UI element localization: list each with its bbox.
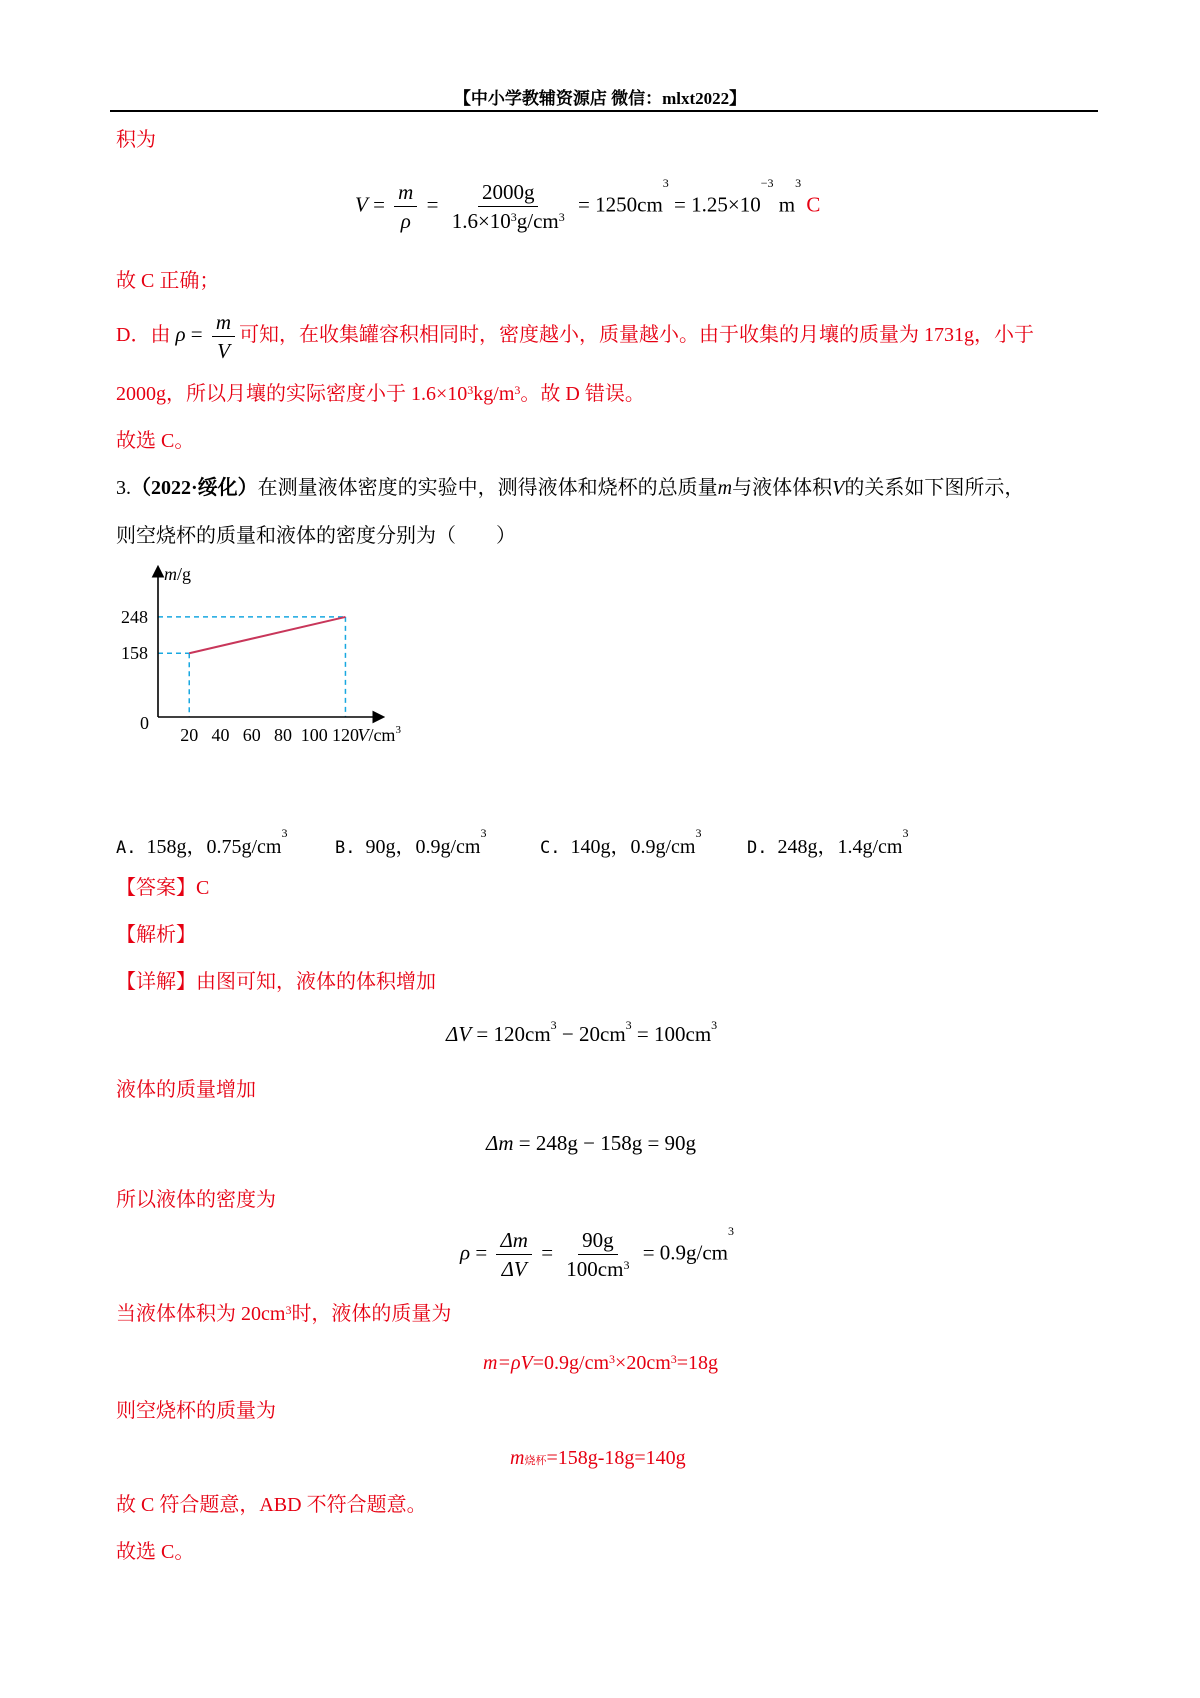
header-rule bbox=[110, 110, 1098, 112]
question-source: （2022·绥化） bbox=[131, 477, 258, 499]
conclusion: 故 C 符合题意，ABD 不符合题意。 bbox=[116, 1494, 427, 1516]
x-axis-label: $V/cm^3$ bbox=[357, 724, 401, 745]
detail-intro: 【详解】由图可知，液体的体积增加 bbox=[116, 971, 436, 993]
question-line2: 则空烧杯的质量和液体的密度分别为（ ） bbox=[116, 525, 516, 547]
x-tick-label: 60 bbox=[242, 725, 261, 745]
page-header: 【中小学教辅资源店 微信：mlxt2022】 bbox=[453, 89, 747, 108]
eq1-frac-m-rho: $\frac{m}{\rho}$ bbox=[394, 180, 417, 233]
x-tick-label: 40 bbox=[211, 725, 230, 745]
density-intro: 所以液体的密度为 bbox=[116, 1189, 276, 1211]
question-line1: 3.（2022·绥化）在测量液体密度的实验中，测得液体和烧杯的总质量m与液体体积V的关系如下图所示， bbox=[116, 477, 1025, 499]
option-c[interactable]: C. 140g，$0.9g/cm^3$ bbox=[540, 826, 702, 858]
answer-value: C bbox=[196, 877, 210, 899]
answer-line: 【答案】C bbox=[116, 877, 210, 899]
volume-intro: 积为 bbox=[116, 129, 156, 151]
origin-label: 0 bbox=[140, 713, 149, 733]
option-d[interactable]: D. 248g，$1.4g/cm^3$ bbox=[747, 826, 909, 858]
m-v-chart bbox=[110, 560, 430, 745]
equation-delta-v: $\Delta V = 120cm^3 - 20cm^3 = 100cm^3$ bbox=[446, 1018, 718, 1046]
beaker-intro: 则空烧杯的质量为 bbox=[116, 1400, 276, 1422]
equation-delta-m: Δm = 248g − 158g = 90g bbox=[486, 1131, 697, 1155]
x-tick-label: 100 bbox=[300, 725, 328, 745]
series-line bbox=[189, 617, 345, 653]
y-tick-label: 248 bbox=[121, 606, 148, 627]
x-tick-label: 20 bbox=[180, 725, 199, 745]
prev-choose: 故选 C。 bbox=[116, 430, 195, 452]
mass-intro: 液体的质量增加 bbox=[116, 1079, 256, 1101]
option-a[interactable]: A. 158g，$0.75g/cm^3$ bbox=[116, 826, 288, 858]
equation-density: ρ = $\frac{\Delta m}{\Delta V}$ = $\frac{90g}{100cm^3}$ = $0.9g/cm^3$ bbox=[460, 1224, 735, 1281]
chart-guides bbox=[158, 617, 345, 717]
d-line1: D．由 ρ = $\frac{m}{V}$ 可知，在收集罐容积相同时，密度越小，质量越小。由于收集的月壤的质量为 1731g，小于 bbox=[116, 310, 1035, 363]
equation-volume: V = $\frac{m}{\rho}$ = $\frac{2000g}{1.6\times 10^3g/cm^3}$ = $1250cm^3 = 1.25\times 10^{-3}$ $m^3$ C bbox=[355, 176, 821, 233]
analysis-label: 【解析】 bbox=[116, 924, 196, 946]
at20-intro: 当液体体积为 $20cm^3$时，液体的质量为 bbox=[116, 1303, 452, 1325]
eq1-tail: C bbox=[806, 192, 821, 217]
option-b[interactable]: B. 90g，$0.9g/cm^3$ bbox=[335, 826, 487, 858]
y-tick-label: 158 bbox=[121, 643, 148, 664]
y-axis-label: m/g bbox=[164, 564, 192, 584]
eq1-lhs: V bbox=[355, 192, 368, 217]
d-frac: $\frac{m}{V}$ bbox=[212, 310, 235, 363]
final-choose: 故选 C。 bbox=[116, 1541, 195, 1563]
d-line2: 2000g，所以月壤的实际密度小于 $1.6\times 10^3kg/m^3$。故 D 错误。 bbox=[116, 383, 645, 405]
equation-beaker-mass: m烧杯=158g-18g=140g bbox=[510, 1447, 686, 1469]
c-correct: 故 C 正确； bbox=[116, 270, 220, 292]
chart-ticks bbox=[121, 607, 359, 745]
chart-series bbox=[189, 617, 345, 653]
equation-mass-at-20: $m=\rho V=0.9g/cm^3\times 20cm^3=18g$ bbox=[483, 1352, 719, 1374]
x-tick-label: 120 bbox=[331, 725, 359, 745]
eq1-frac-values: $\frac{2000g}{1.6\times 10^3g/cm^3}$ bbox=[451, 180, 565, 233]
x-tick-label: 80 bbox=[273, 725, 292, 745]
